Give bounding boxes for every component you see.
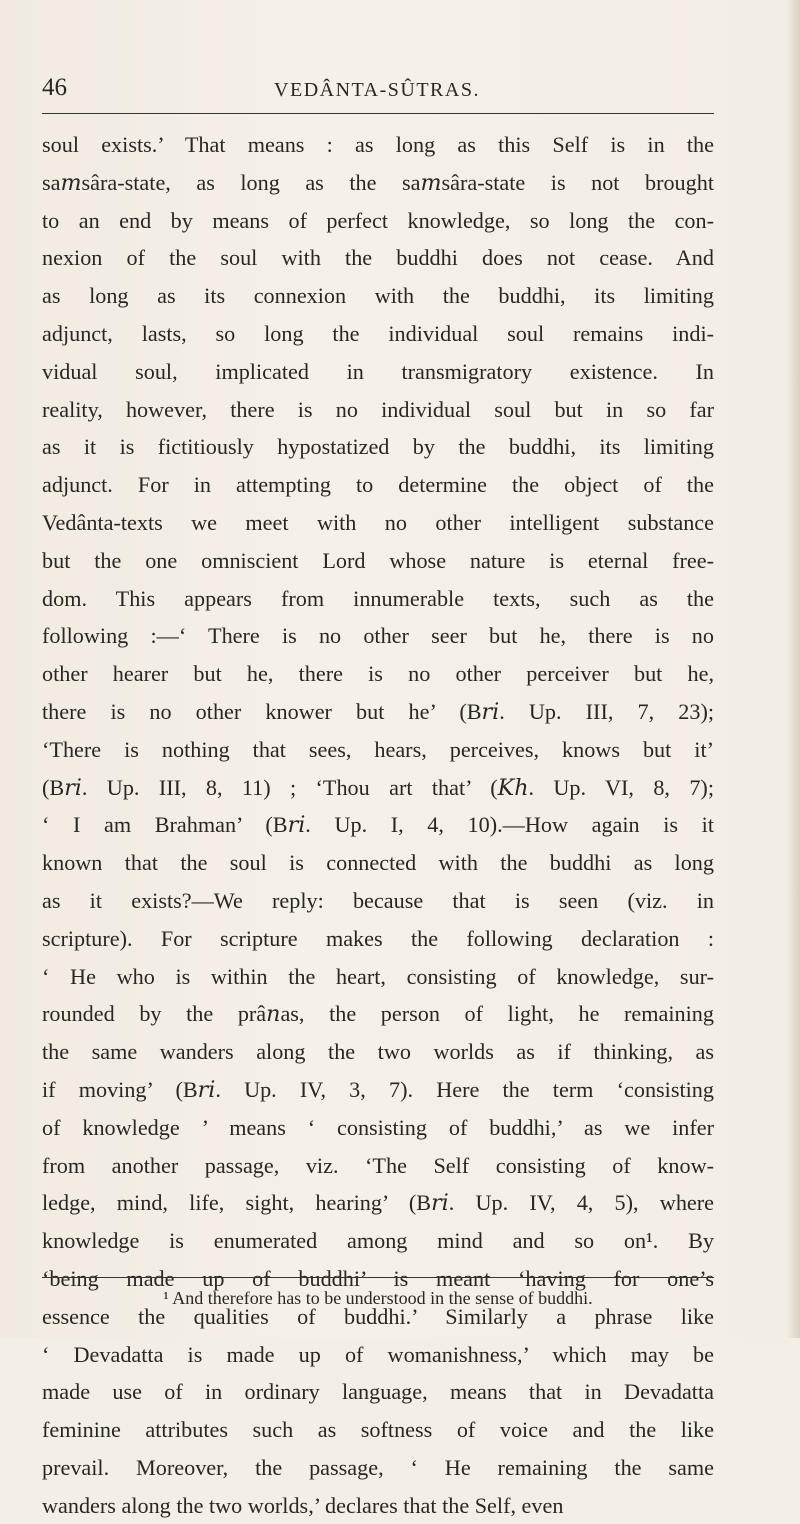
text-line: to an end by means of perfect knowledge, so long the con- <box>42 207 714 233</box>
header-rule <box>42 113 714 114</box>
running-title: VEDÂNTA-SÛTRAS. <box>274 79 480 101</box>
text-line: knowledge is enumerated among mind and so on¹. By <box>42 1228 714 1254</box>
text-line: following :—‘ There is no other seer but he, there is no <box>42 623 714 649</box>
text-line: other hearer but he, there is no other perceiver but he, <box>42 661 714 687</box>
page-edge-shadow <box>786 0 800 1338</box>
text-line: adjunct. For in attempting to determine the object of the <box>42 472 714 498</box>
text-line: of knowledge ’ means ‘ consisting of buddhi,’ as we infer <box>42 1114 714 1140</box>
text-line: soul exists.’ That means : as long as this Self is in the <box>42 132 714 157</box>
text-line: ‘ Devadatta is made up of womanishness,’ which may be <box>42 1341 714 1367</box>
text-line: nexion of the soul with the buddhi does not cease. And <box>42 245 714 271</box>
text-line: dom. This appears from innumerable texts, such as the <box>42 585 714 611</box>
text-line: as it is fictitiously hypostatized by the buddhi, its limiting <box>42 434 714 460</box>
text-line: from another passage, viz. ‘The Self consisting of know- <box>42 1152 714 1178</box>
text-line: rounded by the prâ𝑛as, the person of light, he remaining <box>42 1001 714 1027</box>
text-line: but the one omniscient Lord whose nature is eternal free- <box>42 547 714 573</box>
text-line: there is no other knower but he’ (B𝑟𝑖. Up. III, 7, 23); <box>42 698 714 724</box>
text-line: sa𝑚sâra-state, as long as the sa𝑚sâra-state is not brought <box>42 169 714 195</box>
footnote-rule <box>42 1277 714 1278</box>
text-line: (B𝑟𝑖. Up. III, 8, 11) ; ‘Thou art that’ (𝐾ℎ. Up. VI, 8, 7); <box>42 774 714 800</box>
text-line: feminine attributes such as softness of voice and the like <box>42 1417 714 1443</box>
text-line: reality, however, there is no individual soul but in so far <box>42 396 714 422</box>
text-line: vidual soul, implicated in transmigratory existence. In <box>42 358 714 384</box>
page-number: 46 <box>42 74 67 101</box>
text-line: made use of in ordinary language, means that in Devadatta <box>42 1379 714 1405</box>
text-line: ‘ He who is within the heart, consisting of knowledge, sur- <box>42 963 714 989</box>
text-line: ‘There is nothing that sees, hears, perceives, knows but it’ <box>42 736 714 762</box>
text-line: as long as its connexion with the buddhi, its limiting <box>42 283 714 309</box>
text-line: as it exists?—We reply: because that is seen (viz. in <box>42 887 714 913</box>
text-line: adjunct, lasts, so long the individual soul remains indi- <box>42 320 714 346</box>
text-line: scripture). For scripture makes the following declaration : <box>42 925 714 951</box>
footnote: ¹ And therefore has to be understood in the sense of buddhi. <box>163 1288 593 1308</box>
text-line: prevail. Moreover, the passage, ‘ He remaining the same <box>42 1454 714 1480</box>
text-line: the same wanders along the two worlds as if thinking, as <box>42 1039 714 1065</box>
text-line: if moving’ (B𝑟𝑖. Up. IV, 3, 7). Here the term ‘consisting <box>42 1076 714 1102</box>
text-line: wanders along the two worlds,’ declares that the Self, even <box>42 1492 564 1518</box>
text-line: ledge, mind, life, sight, hearing’ (B𝑟𝑖. Up. IV, 4, 5), where <box>42 1190 714 1216</box>
text-line: ‘being made up of buddhi’ is meant ‘having for one’s <box>42 1265 714 1291</box>
text-line: ‘ I am Brahman’ (B𝑟𝑖. Up. I, 4, 10).—How again is it <box>42 812 714 838</box>
body-text <box>42 126 714 1524</box>
text-line: essence the qualities of buddhi.’ Similarly a phrase like <box>42 1303 714 1329</box>
text-line: known that the soul is connected with the buddhi as long <box>42 850 714 876</box>
page-header <box>42 74 712 104</box>
text-line: Vedânta-texts we meet with no other intelligent substance <box>42 509 714 535</box>
